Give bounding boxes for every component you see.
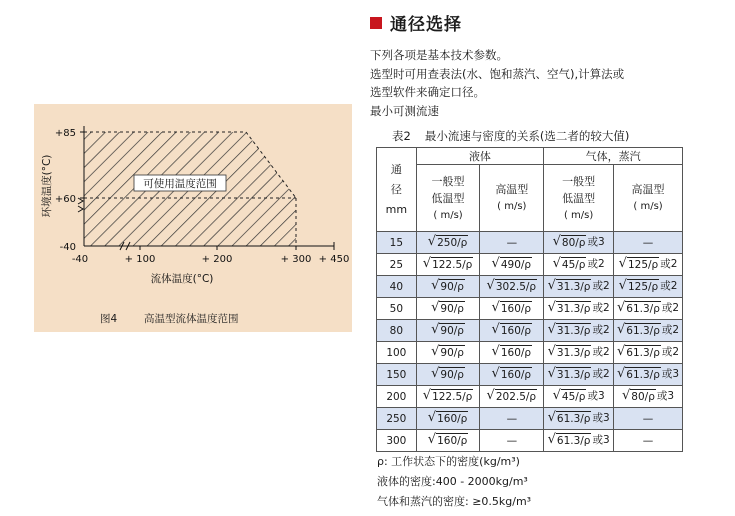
velocity-cell xyxy=(480,254,544,276)
sqrt-expression xyxy=(431,367,465,382)
sqrt-icon: √ xyxy=(491,256,500,271)
sqrt-expression xyxy=(548,433,610,448)
sqrt-expression xyxy=(492,257,533,272)
velocity-cell xyxy=(416,408,480,430)
table-row xyxy=(377,298,683,320)
intro-line: 选型软件来确定口径。 xyxy=(370,85,485,99)
sqrt-icon: √ xyxy=(491,300,500,315)
alternative-value: 或2 xyxy=(592,368,610,380)
dn-cell: 50 xyxy=(377,298,417,320)
sqrt-icon: √ xyxy=(552,234,561,249)
sqrt-icon: √ xyxy=(427,410,437,425)
alternative-value: 或3 xyxy=(587,236,605,248)
radicand: 202.5/ρ xyxy=(495,391,537,403)
velocity-cell xyxy=(614,298,683,320)
alternative-value: 或2 xyxy=(661,346,680,358)
velocity-cell xyxy=(416,254,480,276)
velocity-cell xyxy=(544,408,614,430)
radicand: 61.3/ρ xyxy=(626,369,660,381)
sqrt-expression xyxy=(619,257,678,272)
dn-cell: 80 xyxy=(377,320,417,342)
table-row xyxy=(377,342,683,364)
radicand: 80/ρ xyxy=(631,391,655,403)
y-axis-title: 环境温度(°C) xyxy=(41,154,53,218)
velocity-cell xyxy=(480,298,544,320)
radicand: 90/ρ xyxy=(440,281,464,293)
radicand: 160/ρ xyxy=(500,325,532,337)
sqrt-expression xyxy=(492,323,533,338)
sqrt-icon: √ xyxy=(491,322,500,337)
table-row xyxy=(377,408,683,430)
sqrt-expression xyxy=(619,279,678,294)
velocity-cell xyxy=(480,276,544,298)
sqrt-expression xyxy=(423,389,474,404)
sqrt-expression xyxy=(431,301,465,316)
alternative-value: 或3 xyxy=(661,368,680,380)
radicand: 160/ρ xyxy=(500,303,532,315)
velocity-cell xyxy=(544,232,614,254)
radicand: 160/ρ xyxy=(437,413,468,425)
sqrt-expression xyxy=(431,323,465,338)
radicand: 45/ρ xyxy=(561,259,586,271)
velocity-cell xyxy=(480,386,544,408)
table-row xyxy=(377,254,683,276)
velocity-cell xyxy=(614,276,683,298)
sqrt-icon: √ xyxy=(547,432,556,447)
radicand: 45/ρ xyxy=(561,391,586,403)
sqrt-expression xyxy=(548,301,610,316)
note-line: 气体和蒸汽的密度: ≥0.5kg/m³ xyxy=(377,495,532,508)
dn-cell: 100 xyxy=(377,342,417,364)
table-row xyxy=(377,430,683,452)
y-tick-label-minus40: -40 xyxy=(59,242,76,253)
sqrt-icon: √ xyxy=(616,344,626,359)
sqrt-icon: √ xyxy=(431,366,440,381)
sqrt-icon: √ xyxy=(552,388,561,403)
note-line: ρ: 工作状态下的密度(kg/m³) xyxy=(377,455,520,468)
velocity-cell xyxy=(544,254,614,276)
radicand: 61.3/ρ xyxy=(556,435,591,447)
intro-text xyxy=(370,46,624,120)
sqrt-icon: √ xyxy=(547,278,556,293)
dn-cell: 150 xyxy=(377,364,417,386)
sqrt-icon: √ xyxy=(616,322,626,337)
sqrt-icon: √ xyxy=(547,366,556,381)
x-tick-label-minus40: -40 xyxy=(71,254,89,265)
radicand: 490/ρ xyxy=(500,259,532,271)
table-row xyxy=(377,276,683,298)
sqrt-icon: √ xyxy=(431,278,440,293)
gas-general-header: 一般型 低温型 ( m/s) xyxy=(544,165,614,232)
velocity-cell xyxy=(480,320,544,342)
radicand: 160/ρ xyxy=(500,347,532,359)
velocity-cell xyxy=(480,364,544,386)
velocity-cell xyxy=(416,386,480,408)
note-line: 液体的密度:400 - 2000kg/m³ xyxy=(377,475,528,488)
sqrt-expression xyxy=(487,279,538,294)
min-flow-velocity-table xyxy=(376,147,683,452)
table-row xyxy=(377,364,683,386)
velocity-cell xyxy=(544,364,614,386)
alternative-value: 或2 xyxy=(592,346,610,358)
radicand: 31.3/ρ xyxy=(556,369,591,381)
sqrt-icon: √ xyxy=(431,300,440,315)
radicand: 31.3/ρ xyxy=(556,347,591,359)
radicand: 90/ρ xyxy=(440,325,464,337)
dn-cell: 40 xyxy=(377,276,417,298)
y-axis-break-icon xyxy=(78,198,83,212)
temperature-range-diagram xyxy=(34,104,352,332)
velocity-cell xyxy=(544,320,614,342)
sqrt-expression xyxy=(423,257,474,272)
sqrt-icon: √ xyxy=(427,234,437,249)
alternative-value: 或3 xyxy=(587,390,605,402)
alternative-value: 或3 xyxy=(592,412,610,424)
x-tick-label-450: + 450 xyxy=(318,254,350,265)
table-row xyxy=(377,386,683,408)
velocity-cell xyxy=(416,232,480,254)
x-tick-label-100: + 100 xyxy=(124,254,156,265)
velocity-cell xyxy=(544,276,614,298)
sqrt-expression xyxy=(492,367,533,382)
sqrt-icon: √ xyxy=(616,300,626,315)
x-tick-label-200: + 200 xyxy=(201,254,233,265)
radicand: 61.3/ρ xyxy=(626,325,660,337)
radicand: 90/ρ xyxy=(440,347,464,359)
radicand: 61.3/ρ xyxy=(556,413,591,425)
dn-cell: 300 xyxy=(377,430,417,452)
sqrt-expression xyxy=(617,323,679,338)
intro-line: 最小可测流速 xyxy=(370,103,439,118)
figure-caption-title: 高温型流体温度范围 xyxy=(144,313,239,325)
radicand: 122.5/ρ xyxy=(432,391,473,403)
sqrt-expression xyxy=(428,433,469,448)
liquid-group-header: 液体 xyxy=(416,148,544,165)
sqrt-icon: √ xyxy=(547,300,556,315)
sqrt-icon: √ xyxy=(431,322,440,337)
sqrt-icon: √ xyxy=(486,278,495,293)
velocity-cell xyxy=(614,342,683,364)
velocity-cell xyxy=(614,386,683,408)
sqrt-icon: √ xyxy=(422,388,432,403)
sqrt-expression xyxy=(548,411,610,426)
sqrt-icon: √ xyxy=(552,256,561,271)
velocity-cell xyxy=(416,430,480,452)
radicand: 61.3/ρ xyxy=(626,347,660,359)
alternative-value: 或2 xyxy=(592,324,610,336)
sqrt-expression xyxy=(622,389,674,404)
sqrt-icon: √ xyxy=(618,278,627,293)
region-label: 可使用温度范围 xyxy=(143,178,217,190)
notes xyxy=(377,452,531,512)
sqrt-icon: √ xyxy=(616,366,626,381)
sqrt-expression xyxy=(431,279,465,294)
sqrt-icon: √ xyxy=(622,388,631,403)
sqrt-expression xyxy=(553,257,605,272)
sqrt-expression xyxy=(553,389,605,404)
velocity-cell: — xyxy=(614,232,683,254)
radicand: 122.5/ρ xyxy=(432,259,473,271)
velocity-cell xyxy=(544,298,614,320)
x-tick-label-300: + 300 xyxy=(280,254,312,265)
radicand: 61.3/ρ xyxy=(626,303,660,315)
alternative-value: 或3 xyxy=(656,390,675,402)
sqrt-expression xyxy=(428,235,469,250)
radicand: 31.3/ρ xyxy=(556,303,591,315)
radicand: 80/ρ xyxy=(561,237,586,249)
liquid-high-temp-header: 高温型 ( m/s) xyxy=(480,165,544,232)
velocity-cell xyxy=(544,430,614,452)
velocity-cell: — xyxy=(614,430,683,452)
section-title: 通径选择 xyxy=(390,15,462,35)
velocity-cell xyxy=(614,320,683,342)
dn-header: 通 径 mm xyxy=(377,148,417,232)
sqrt-icon: √ xyxy=(427,432,437,447)
alternative-value: 或2 xyxy=(592,302,610,314)
sqrt-expression xyxy=(553,235,605,250)
dn-cell: 200 xyxy=(377,386,417,408)
radicand: 160/ρ xyxy=(437,435,468,447)
velocity-cell: — xyxy=(480,408,544,430)
velocity-cell xyxy=(416,298,480,320)
velocity-cell xyxy=(416,364,480,386)
velocity-cell xyxy=(544,386,614,408)
liquid-general-header: 一般型 低温型 ( m/s) xyxy=(416,165,480,232)
sqrt-expression xyxy=(548,367,610,382)
dn-cell: 250 xyxy=(377,408,417,430)
sqrt-expression xyxy=(617,301,679,316)
radicand: 250/ρ xyxy=(437,237,468,249)
table-row xyxy=(377,232,683,254)
sqrt-icon: √ xyxy=(547,410,556,425)
velocity-cell xyxy=(614,364,683,386)
sqrt-expression xyxy=(548,345,610,360)
sqrt-expression xyxy=(492,301,533,316)
gas-group-header: 气体，蒸汽 xyxy=(544,148,683,165)
radicand: 31.3/ρ xyxy=(556,325,591,337)
sqrt-expression xyxy=(617,345,679,360)
velocity-cell: — xyxy=(480,232,544,254)
velocity-cell xyxy=(544,342,614,364)
sqrt-icon: √ xyxy=(547,322,556,337)
radicand: 31.3/ρ xyxy=(556,281,591,293)
radicand: 125/ρ xyxy=(627,281,659,293)
alternative-value: 或2 xyxy=(661,324,680,336)
velocity-cell xyxy=(480,342,544,364)
sqrt-expression xyxy=(431,345,465,360)
table-caption-title: 最小流速与密度的关系(选二者的较大值) xyxy=(424,129,630,143)
intro-line: 选型时可用查表法(水、饱和蒸汽、空气),计算法或 xyxy=(370,66,625,81)
x-axis-title: 流体温度(°C) xyxy=(150,273,214,285)
alternative-value: 或3 xyxy=(592,434,610,446)
radicand: 90/ρ xyxy=(440,369,464,381)
alternative-value: 或2 xyxy=(660,280,678,292)
sqrt-icon: √ xyxy=(491,366,500,381)
alternative-value: 或2 xyxy=(661,302,680,314)
radicand: 160/ρ xyxy=(500,369,532,381)
alternative-value: 或2 xyxy=(587,258,605,270)
sqrt-expression xyxy=(548,279,610,294)
alternative-value: 或2 xyxy=(660,258,678,270)
sqrt-expression xyxy=(548,323,610,338)
sqrt-expression xyxy=(487,389,538,404)
velocity-cell: — xyxy=(480,430,544,452)
figure-4-panel xyxy=(34,104,352,332)
sqrt-expression xyxy=(617,367,679,382)
table-row xyxy=(377,320,683,342)
table-caption xyxy=(392,128,629,144)
section-header xyxy=(370,10,462,35)
velocity-cell xyxy=(416,342,480,364)
gas-high-temp-header: 高温型 ( m/s) xyxy=(614,165,683,232)
sqrt-expression xyxy=(428,411,469,426)
sqrt-icon: √ xyxy=(486,388,495,403)
velocity-cell: — xyxy=(614,408,683,430)
table-caption-number: 表2 xyxy=(392,129,411,143)
dn-cell: 15 xyxy=(377,232,417,254)
velocity-cell xyxy=(614,254,683,276)
alternative-value: 或2 xyxy=(592,280,610,292)
sqrt-icon: √ xyxy=(618,256,627,271)
sqrt-expression xyxy=(492,345,533,360)
radicand: 125/ρ xyxy=(627,259,659,271)
y-tick-label-60: +60 xyxy=(54,194,76,205)
dn-cell: 25 xyxy=(377,254,417,276)
section-marker-icon xyxy=(370,17,382,29)
radicand: 302.5/ρ xyxy=(495,281,537,293)
intro-line: 下列各项是基本技术参数。 xyxy=(370,48,508,62)
velocity-cell xyxy=(416,320,480,342)
sqrt-icon: √ xyxy=(422,256,432,271)
sqrt-icon: √ xyxy=(491,344,500,359)
sqrt-icon: √ xyxy=(431,344,440,359)
velocity-cell xyxy=(416,276,480,298)
radicand: 90/ρ xyxy=(440,303,464,315)
figure-caption-number: 图4 xyxy=(100,313,118,325)
y-tick-label-85: +85 xyxy=(54,128,76,139)
sqrt-icon: √ xyxy=(547,344,556,359)
table-body xyxy=(377,232,683,452)
